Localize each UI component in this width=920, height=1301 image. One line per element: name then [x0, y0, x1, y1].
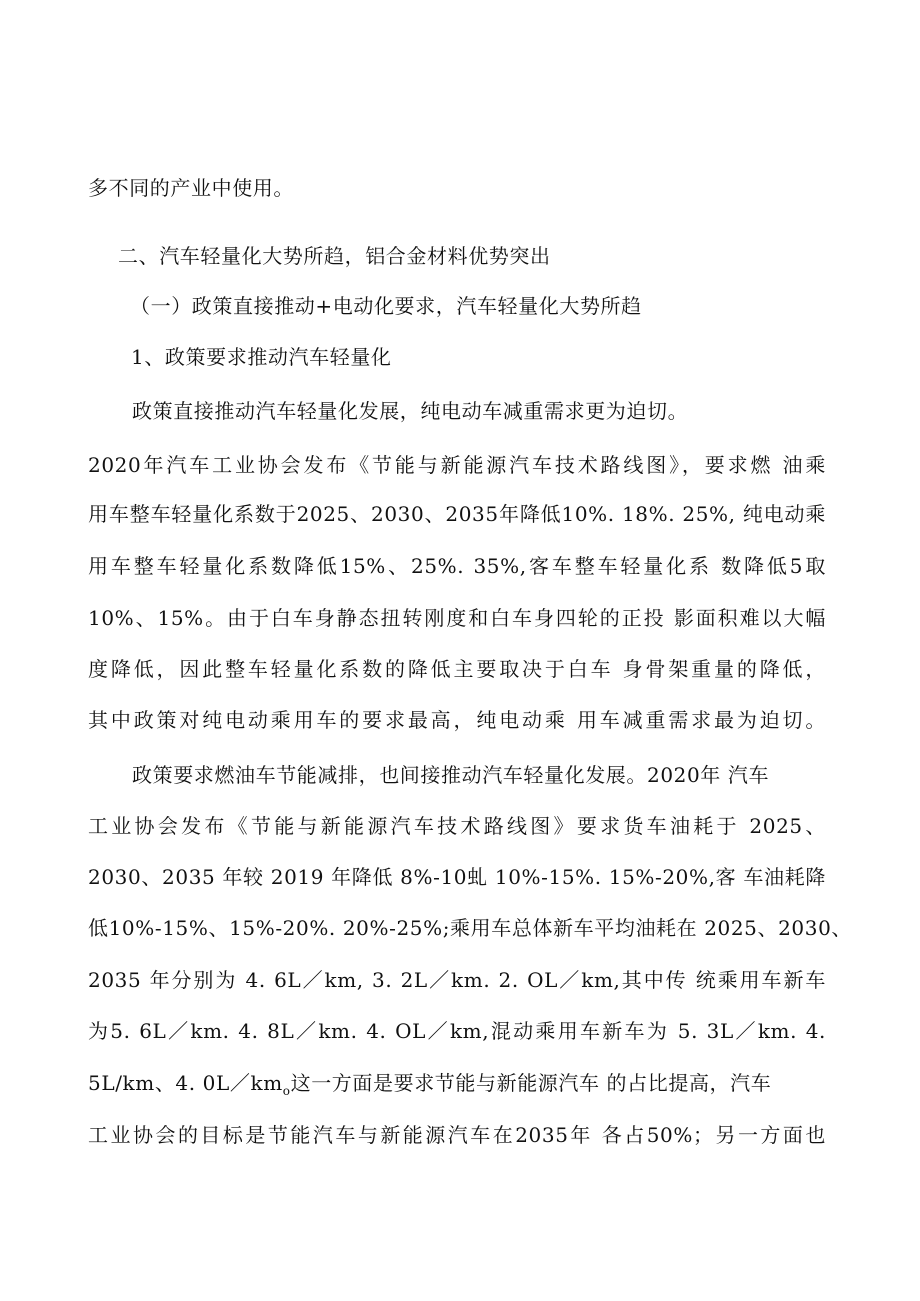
paragraph-line: 度降低，因此整车轻量化系数的降低主要取决于白车 身骨架重量的降低，	[88, 657, 826, 681]
paragraph-line: 低10%-15%、15%-20%. 20%-25%;乘用车总体新车平均油耗在 2025、2030、	[88, 916, 852, 940]
paragraph-line: 政策直接推动汽车轻量化发展，纯电动车减重需求更为迫切。	[132, 399, 689, 423]
paragraph-line: 2020年汽车工业协会发布《节能与新能源汽车技术路线图》，要求燃 油乘	[88, 453, 826, 477]
paragraph-line: 多不同的产业中使用。	[88, 176, 294, 200]
subsubsection-heading: 1、政策要求推动汽车轻量化	[131, 345, 392, 369]
paragraph-line: 用车整车轻量化系数于2025、2030、2035年降低10%. 18%. 25%, 纯电动乘	[88, 502, 826, 526]
paragraph-line: 政策要求燃油车节能减排，也间接推动汽车轻量化发展。2020年 汽车	[132, 763, 770, 787]
paragraph-line: 工业协会的目标是节能汽车与新能源汽车在2035年 各占50%；另一方面也	[88, 1123, 826, 1147]
subscript-o: o	[282, 1084, 291, 1098]
paragraph-line: 为5. 6L／km. 4. 8L／km. 4. OL／km,混动乘用车新车为 5. 3L／km. 4.	[88, 1019, 826, 1043]
paragraph-line: 10%、15%。由于白车身静态扭转刚度和白车身四轮的正投 影面积难以大幅	[88, 606, 826, 630]
line-segment: 这一方面是要求节能与新能源汽车 的占比提高，汽车	[290, 1071, 772, 1095]
paragraph-line: 2030、2035 年较 2019 年降低 8%-10虬 10%-15%. 15%-20%,客 车油耗降	[88, 865, 826, 889]
subsection-heading: （一）政策直接推动+电动化要求，汽车轻量化大势所趋	[130, 294, 642, 318]
paragraph-line: 用车整车轻量化系数降低15%、25%. 35%,客车整车轻量化系 数降低5取	[88, 554, 826, 578]
line-segment: 5L/km、4. 0L／km	[88, 1071, 283, 1095]
section-heading: 二、汽车轻量化大势所趋，铝合金材料优势突出	[118, 244, 551, 268]
paragraph-line: 2035 年分别为 4. 6L／km, 3. 2L／km. 2. OL／km,其中传 统乘用车新车	[88, 968, 826, 992]
paragraph-line: 其中政策对纯电动乘用车的要求最高，纯电动乘 用车减重需求最为迫切。	[88, 708, 826, 732]
paragraph-line: 工业协会发布《节能与新能源汽车技术路线图》要求货车油耗于 2025、	[88, 814, 826, 838]
paragraph-line	[88, 1069, 771, 1105]
